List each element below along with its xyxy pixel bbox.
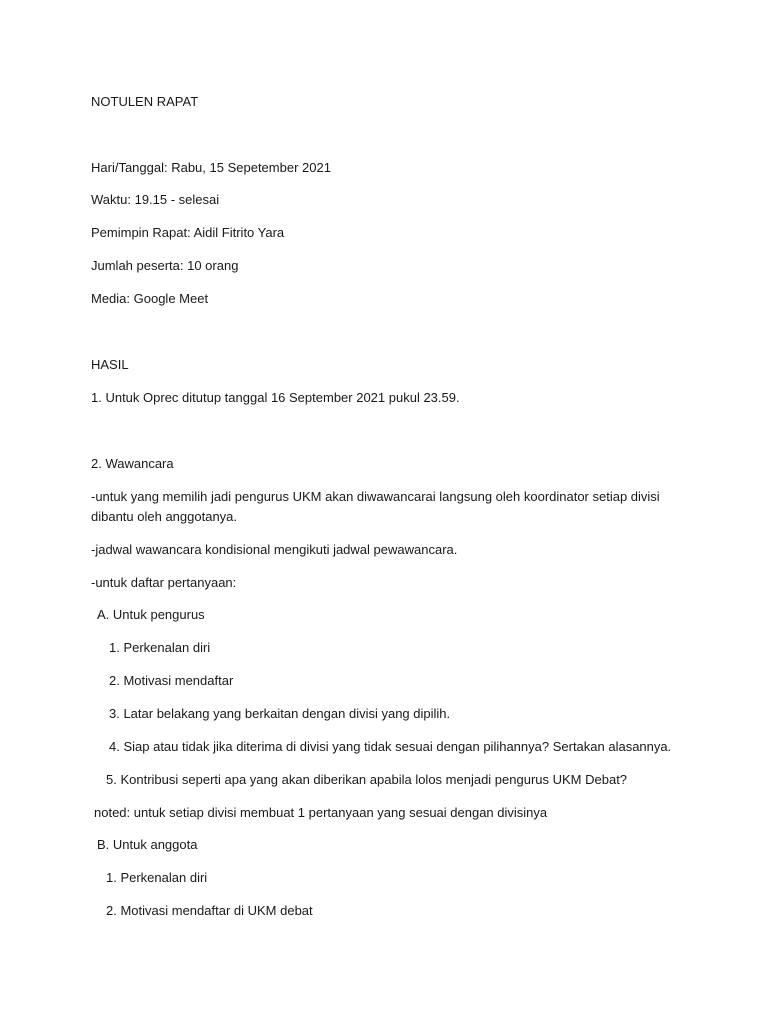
section-b-question: 2. Motivasi mendaftar di UKM debat — [106, 903, 313, 918]
interview-note-2: -jadwal wawancara kondisional mengikuti jadwal pewawancara. — [91, 542, 458, 557]
section-a-note: noted: untuk setiap divisi membuat 1 pertanyaan yang sesuai dengan divisinya — [94, 805, 548, 820]
section-a-question: 3. Latar belakang yang berkaitan dengan divisi yang dipilih. — [109, 706, 451, 721]
meeting-time: Waktu: 19.15 - selesai — [91, 192, 220, 207]
section-a-question: 2. Motivasi mendaftar — [109, 673, 234, 688]
meeting-media: Media: Google Meet — [91, 291, 209, 306]
interview-note-1: -untuk yang memilih jadi pengurus UKM akan diwawancarai langsung oleh koordinator setiap divisi dibantu oleh anggotanya. — [91, 489, 660, 524]
section-a-heading: A. Untuk pengurus — [97, 607, 205, 622]
section-b-question: 1. Perkenalan diri — [106, 870, 208, 885]
section-a-question: 1. Perkenalan diri — [109, 640, 211, 655]
section-a-question: 4. Siap atau tidak jika diterima di divisi yang tidak sesuai dengan pilihannya? Sertakan alasannya. — [109, 739, 672, 754]
section-b-heading: B. Untuk anggota — [97, 837, 198, 852]
interview-note-3: -untuk daftar pertanyaan: — [91, 575, 237, 590]
result-heading: HASIL — [91, 357, 129, 372]
section-a-question: 5. Kontribusi seperti apa yang akan diberikan apabila lolos menjadi pengurus UKM Debat? — [106, 772, 628, 787]
document-title: NOTULEN RAPAT — [91, 94, 199, 109]
meeting-date: Hari/Tanggal: Rabu, 15 Sepetember 2021 — [91, 160, 331, 175]
meeting-leader: Pemimpin Rapat: Aidil Fitrito Yara — [91, 225, 285, 240]
result-item-1: 1. Untuk Oprec ditutup tanggal 16 September 2021 pukul 23.59. — [91, 390, 460, 405]
meeting-participants: Jumlah peserta: 10 orang — [91, 258, 239, 273]
result-item-2: 2. Wawancara — [91, 456, 174, 471]
